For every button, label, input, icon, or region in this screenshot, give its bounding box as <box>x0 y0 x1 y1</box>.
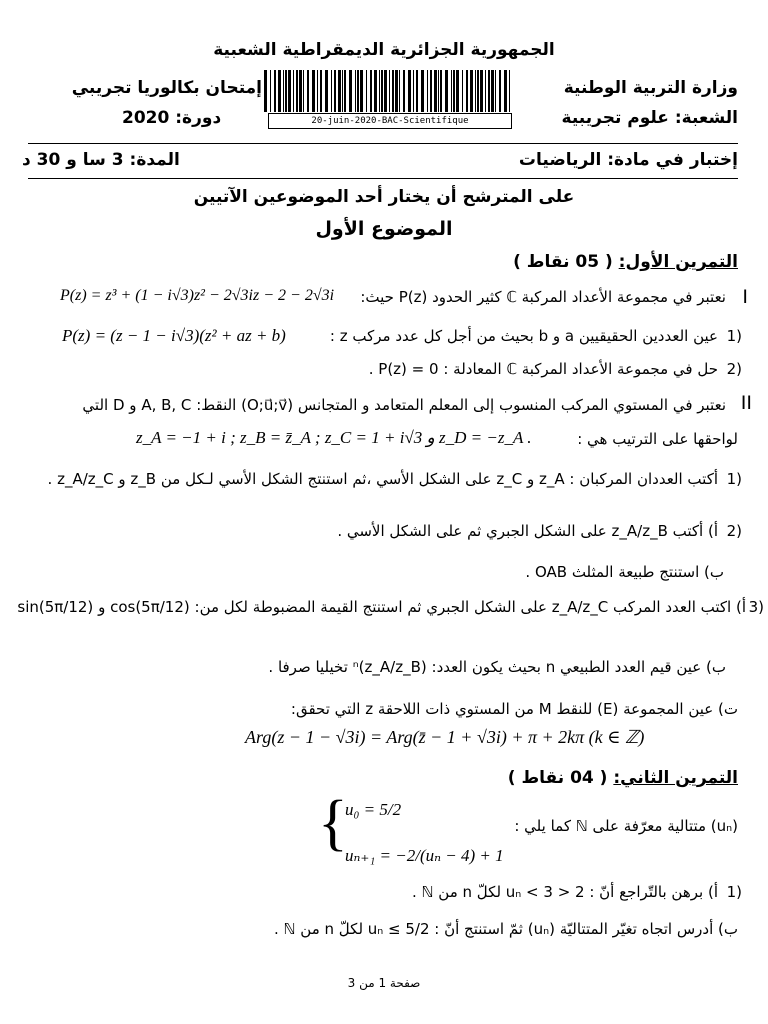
ex1-part1-number: I <box>742 286 748 308</box>
barcode-bar <box>456 70 459 112</box>
barcode-bar <box>331 70 332 112</box>
barcode-bar <box>392 70 394 112</box>
barcode-bar <box>445 70 448 112</box>
barcode-bar <box>384 70 387 112</box>
ex2-title: التمرين الثاني: <box>613 768 738 788</box>
header-rule-bottom <box>28 178 738 179</box>
page-footer: صفحة 1 من 3 <box>347 976 421 990</box>
barcode-bar <box>509 70 510 112</box>
ex2-system-brace: { <box>318 789 348 857</box>
ex2-q1-number: 1) <box>726 883 742 901</box>
barcode-bar <box>499 70 501 112</box>
ex1-r3b-text: ب) عين قيم العدد الطبيعي n بحيث يكون العدد: (z_A/z_B)ⁿ تخيليا صرفا . <box>268 658 726 676</box>
barcode-bar <box>451 70 452 112</box>
ex2-u0: u₀ = 5/2 <box>345 800 402 819</box>
ex1-r2b-text: ب) استنتج طبيعة المثلث OAB . <box>525 563 724 581</box>
duration <box>22 150 180 170</box>
barcode-bar <box>288 70 291 112</box>
barcode-bar <box>360 70 363 112</box>
ex1-points: ( 05 نقاط ) <box>513 252 613 272</box>
barcode-bar <box>504 70 507 112</box>
barcode-bar <box>338 70 341 112</box>
ministry: وزارة التربية الوطنية <box>563 78 738 98</box>
barcode-bar <box>434 70 437 112</box>
barcode-bar <box>379 70 380 112</box>
barcode-bar <box>395 70 398 112</box>
session-year: 2020 <box>122 108 170 128</box>
barcode-bar <box>264 70 267 112</box>
ex1-title: التمرين الأول: <box>618 252 738 272</box>
barcode-bar <box>283 70 284 112</box>
ex1-p2-line-b: لواحقها على الترتيب هي : <box>577 430 738 448</box>
barcode-text: 20-juin-2020-BAC-Scientifique <box>268 113 512 129</box>
barcode-bar <box>416 70 418 112</box>
barcode-bar <box>299 70 302 112</box>
exam-type: إمتحان بكالوريا تجريبي <box>71 78 262 98</box>
barcode-bar <box>488 70 490 112</box>
barcode-bar <box>430 70 432 112</box>
ex1-r2a-text: أ) أكتب z_A/z_B على الشكل الجبري ثم على الشكل الأسي . <box>337 522 718 540</box>
duration-label: المدة: <box>129 150 180 170</box>
barcode-bar <box>270 70 271 112</box>
ex1-q2-number: 2) <box>726 360 742 378</box>
ex1-q1-math: P(z) = (z − 1 − i√3)(z² + az + b) <box>62 326 286 345</box>
barcode-bar <box>355 70 356 112</box>
barcode-bar <box>453 70 455 112</box>
barcode-bar <box>296 70 298 112</box>
duration-value: 3 سا و 30 د <box>22 150 124 170</box>
branch: الشعبة: علوم تجريبية <box>561 108 738 128</box>
ex1-p2-math: z_A = −1 + i ; z_B = z̄_A ; z_C = 1 + i√3 و z_D = −z_A . <box>136 428 532 447</box>
ex1-r2-number: 2) <box>726 522 742 540</box>
ex1-r1-text: أكتب العددان المركبان : z_A و z_C على الشكل الأسي ،ثم استنتج الشكل الأسي لـكل من z_B و z_A/z_C . <box>47 470 718 488</box>
barcode-bar <box>462 70 463 112</box>
ex1-part2-number: II <box>740 392 752 414</box>
ex1-p1-math: P(z) = z³ + (1 − i√3)z² − 2√3iz − 2 − 2√3i <box>60 287 335 304</box>
barcode-bar <box>303 70 304 112</box>
barcode-bar <box>366 70 367 112</box>
barcode-bar <box>477 70 479 112</box>
barcode-bar <box>320 70 322 112</box>
barcode-bar <box>344 70 346 112</box>
header-rule-top <box>28 143 738 144</box>
ex1-r1-number: 1) <box>726 470 742 488</box>
barcode-bar <box>470 70 473 112</box>
barcode-bar <box>491 70 494 112</box>
ex2-points: ( 04 نقاط ) <box>507 768 608 788</box>
barcode-bar <box>485 70 486 112</box>
barcode-bar <box>357 70 359 112</box>
barcode-bar <box>334 70 336 112</box>
barcode-bar <box>403 70 405 112</box>
barcode-bar <box>438 70 439 112</box>
ex2-q1b-text: ب) أدرس اتجاه تغيّر المتتاليّة (uₙ) ثمّ استنتج أنّ : uₙ ≤ 5/2 لكلّ n من ℕ . <box>273 920 738 938</box>
barcode-bar <box>466 70 468 112</box>
ex1-r3a-text: أ) اكتب العدد المركب z_A/z_C على الشكل الجبري ثم استنتج القيمة المضبوطة لكل من: cos(5π/12) و sin(5π/12) <box>17 598 746 616</box>
barcode-bar <box>285 70 287 112</box>
barcode-bar <box>317 70 318 112</box>
barcode-bar <box>278 70 281 112</box>
ex1-q2-text: حل في مجموعة الأعداد المركبة ℂ المعادلة : P(z) = 0 . <box>368 360 718 378</box>
ex1-heading <box>513 252 738 272</box>
barcode-bar <box>495 70 496 112</box>
barcode-bar <box>349 70 352 112</box>
barcode-bar <box>408 70 411 112</box>
barcode-bar <box>421 70 424 112</box>
barcode-bar <box>293 70 294 112</box>
barcode-bar <box>399 70 400 112</box>
ex2-heading <box>508 768 738 788</box>
subject: إختبار في مادة: الرياضيات <box>518 150 738 170</box>
ex1-p2-line-a: نعتبر في المستوي المركب المنسوب إلى المعلم المتعامد و المتجانس (O;u⃗;v⃗) النقط: A, B, C و D التي <box>82 396 726 414</box>
topic-title: الموضوع الأول <box>315 218 453 240</box>
barcode-bar <box>374 70 377 112</box>
barcode-bar <box>381 70 383 112</box>
ex1-q1-number: 1) <box>726 327 742 345</box>
ex1-r3-number: 3) <box>748 598 764 616</box>
barcode-bar <box>413 70 414 112</box>
instructions: على المترشح أن يختار أحد الموضوعين الآتيين <box>193 187 575 207</box>
barcode-bar <box>370 70 372 112</box>
barcode-bar <box>427 70 428 112</box>
barcode-bar <box>480 70 483 112</box>
session <box>122 108 221 128</box>
ex1-p1-line: نعتبر في مجموعة الأعداد المركبة ℂ كثير الحدود P(z) حيث: <box>360 288 726 306</box>
ex1-r3c-math: Arg(z − 1 − √3i) = Arg(z̄ − 1 + √3i) + π + 2kπ (k ∈ ℤ) <box>245 727 645 747</box>
barcode-bar <box>312 70 315 112</box>
ex1-r3c-text: ت) عين المجموعة (E) للنقط M من المستوي ذات اللاحقة z التي تحقق: <box>290 700 738 718</box>
ex2-q1a-text: أ) برهن بالتّراجع أنّ : 2 < uₙ < 3 لكلّ n من ℕ . <box>411 883 718 901</box>
session-label: دورة: <box>175 108 222 128</box>
barcode-bar <box>274 70 276 112</box>
barcode-bar <box>325 70 328 112</box>
republic-title: الجمهورية الجزائرية الديمقراطية الشعبية <box>213 40 555 60</box>
barcode-bar <box>440 70 442 112</box>
ex1-q1-text: عين العددين الحقيقيين a و b بحيث من أجل كل عدد مركب z : <box>329 327 718 345</box>
barcode-bar <box>389 70 390 112</box>
barcode-bar <box>342 70 343 112</box>
barcode-bar <box>307 70 309 112</box>
ex2-recurrence: uₙ₊₁ = −2/(uₙ − 4) + 1 <box>345 846 504 865</box>
ex2-def-text: (uₙ) متتالية معرّفة على ℕ كما يلي : <box>514 817 738 835</box>
barcode-bar <box>475 70 476 112</box>
